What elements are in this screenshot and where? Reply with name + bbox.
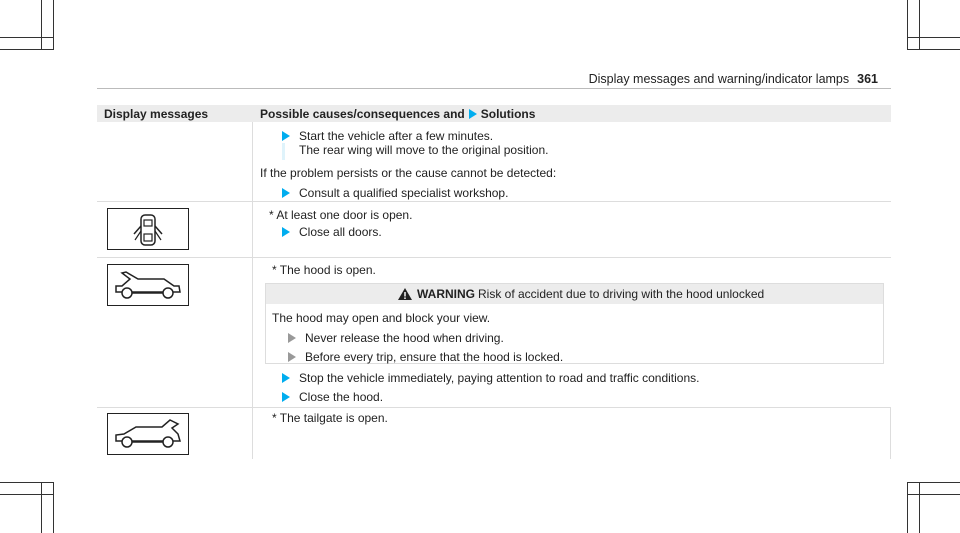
arrow-icon — [288, 352, 296, 362]
row-divider — [97, 257, 891, 258]
warning-triangle-icon — [398, 288, 412, 300]
col-header-display-messages: Display messages — [104, 107, 209, 121]
arrow-icon — [288, 333, 296, 343]
crop-mark — [907, 49, 960, 50]
col-header-solutions: Possible causes/consequences and Solutions — [260, 107, 536, 121]
tailgate-open-icon — [107, 413, 189, 455]
warning-text: The hood may open and block your view. — [272, 311, 491, 325]
crop-mark — [907, 494, 960, 495]
hood-open-icon — [107, 264, 189, 306]
crop-mark — [919, 482, 920, 533]
crop-mark — [907, 37, 960, 38]
warning-subtitle: Risk of accident due to driving with the hood unlocked — [478, 287, 765, 301]
header-rule — [97, 88, 891, 89]
arrow-icon — [282, 392, 290, 402]
arrow-icon — [282, 227, 290, 237]
cause-tailgate-open: * The tailgate is open. — [272, 411, 388, 425]
warning-title: WARNING — [417, 287, 475, 301]
warning-box: WARNING Risk of accident due to driving with the hood unlocked The hood may open and block your view. Never release the hood when driving. Before every trip, ensure that the hood is locked. — [265, 283, 884, 364]
row-divider — [97, 407, 891, 408]
page-number: 361 — [857, 72, 878, 86]
header-title: Display messages and warning/indicator lamps — [588, 72, 850, 86]
crop-mark — [0, 37, 53, 38]
arrow-icon — [282, 131, 290, 141]
result-text: The rear wing will move to the original position. — [299, 143, 549, 157]
table-header — [97, 105, 891, 122]
crop-mark — [907, 0, 908, 50]
arrow-icon — [469, 109, 477, 119]
crop-mark — [41, 482, 42, 533]
warning-header — [266, 284, 883, 304]
crop-mark — [53, 482, 54, 533]
arrow-icon — [282, 373, 290, 383]
arrow-icon — [282, 188, 290, 198]
crop-mark — [53, 0, 54, 50]
door-open-icon — [107, 208, 189, 250]
cause-hood-open: * The hood is open. — [272, 263, 376, 277]
crop-mark — [919, 0, 920, 50]
column-divider — [252, 122, 253, 459]
crop-mark — [0, 49, 53, 50]
running-header — [589, 72, 878, 86]
note-text: If the problem persists or the cause cannot be detected: — [260, 166, 557, 180]
crop-mark — [907, 482, 908, 533]
result-bar — [282, 143, 285, 160]
crop-mark — [41, 0, 42, 50]
cause-door-open: * At least one door is open. — [269, 208, 413, 222]
crop-mark — [0, 482, 53, 483]
crop-mark — [0, 494, 53, 495]
crop-mark — [907, 482, 960, 483]
row-divider — [97, 201, 891, 202]
table-right-border — [890, 407, 891, 459]
